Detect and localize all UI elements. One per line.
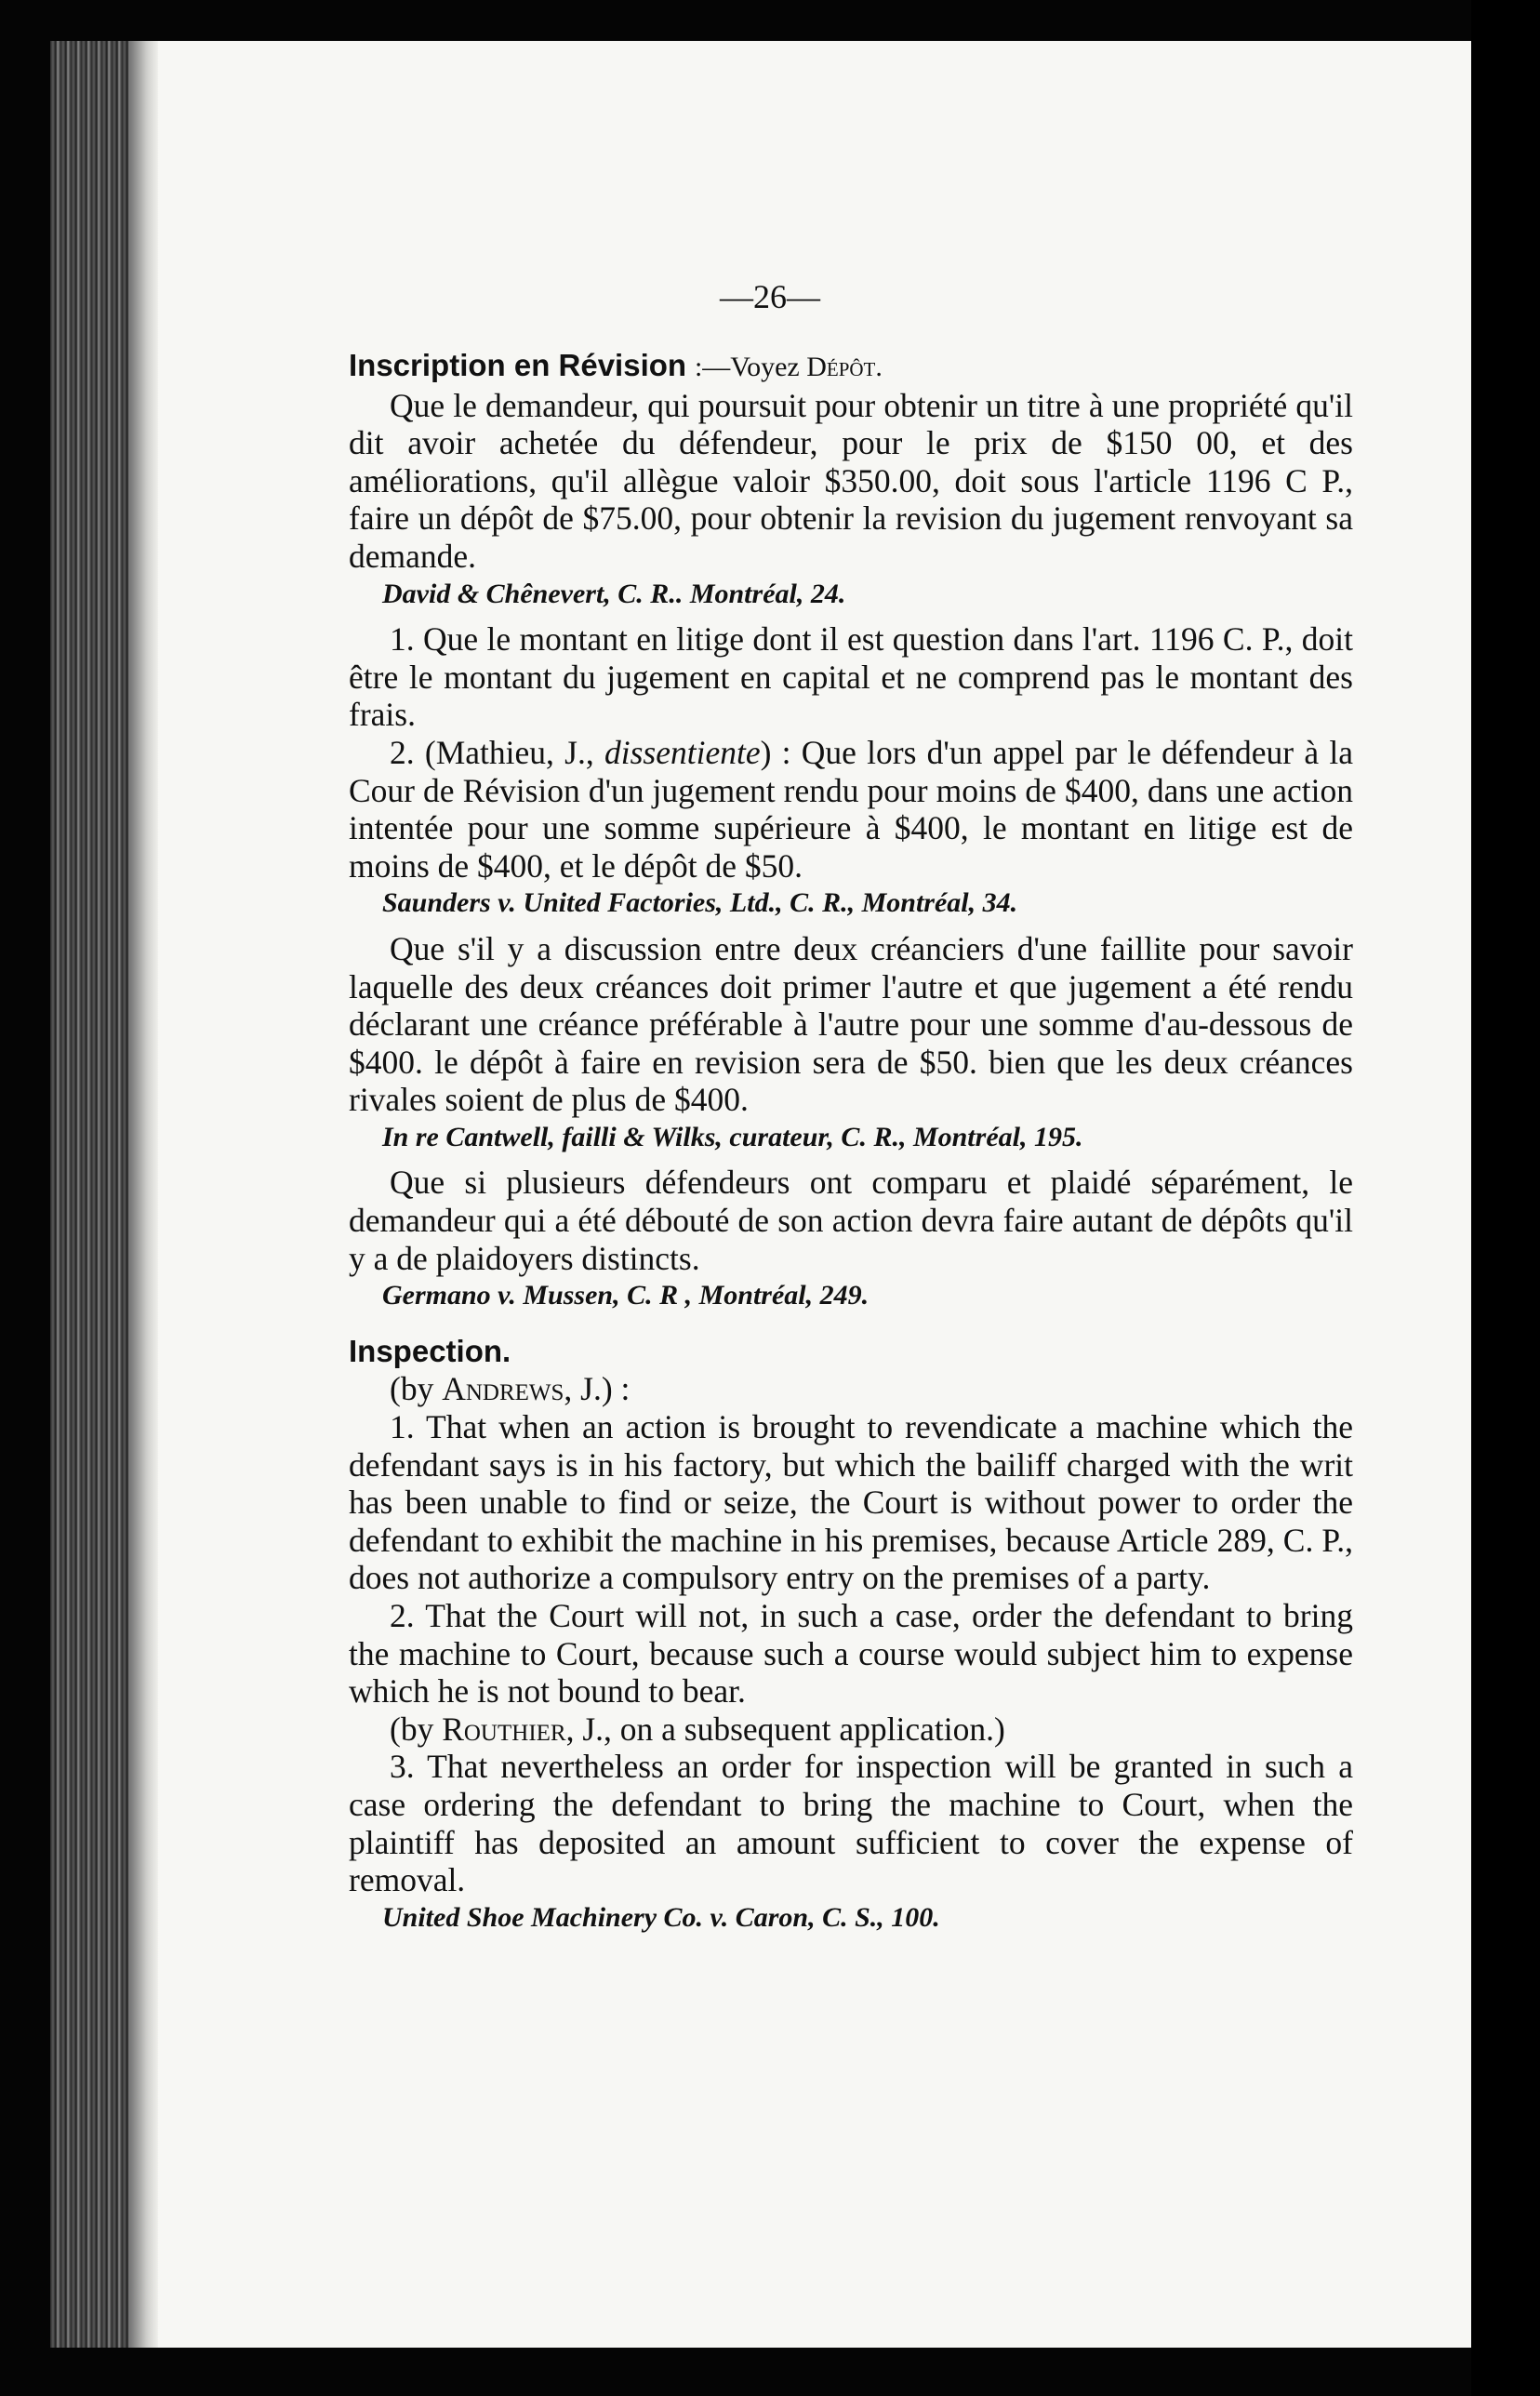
paragraph: Que le demandeur, qui poursuit pour obtenir un titre à une propriété qu'il dit avoir achetée du défendeur, pour le prix de $150 00, et des améliorations, qu'il allègue valoir $350.00, doit sous l'article 1196 C P., faire un dépôt de $75.00, pour obtenir la revision du jugement renvoyant sa demande. [349, 386, 1353, 575]
case-citation: Germano v. Mussen, C. R , Montréal, 249. [382, 1280, 870, 1311]
judge-note: (by Andrews, J.) : [390, 1370, 631, 1408]
binding-shadow [130, 41, 158, 2348]
page-content [349, 346, 1353, 1944]
paragraph: 2. That the Court will not, in such a case, order the defendant to bring the machine to Court, because such a course would subject him to expense which he is not bound to bear. [349, 1597, 1353, 1710]
paragraph: 1. That when an action is brought to revendicate a machine which the defendant says is in his factory, but which the bailiff charged with the writ has been unable to find or seize, the Court is without power to order the defendant to exhibit the machine in his premises, because Article 289, C. P., does not authorize a compulsory entry on the premises of a party. [349, 1408, 1353, 1597]
case-citation: David & Chênevert, C. R.. Montréal, 24. [382, 578, 846, 609]
cross-reference: :—Voyez Dépôt. [694, 352, 883, 382]
judge-note: (by Routhier, J., on a subsequent application.) [390, 1710, 1005, 1748]
case-citation: United Shoe Machinery Co. v. Caron, C. S., 100. [382, 1901, 940, 1933]
paragraph: 1. Que le montant en litige dont il est question dans l'art. 1196 C. P., doit être le montant du jugement en capital et ne comprend pas le montant des frais. [349, 620, 1353, 734]
paragraph: Que si plusieurs défendeurs ont comparu et plaidé séparément, le demandeur qui a été débouté de son action devra faire autant de dépôts qu'il y a de plaidoyers distincts. [349, 1164, 1353, 1277]
case-citation: Saunders v. United Factories, Ltd., C. R., Montréal, 34. [382, 887, 1018, 919]
paragraph: 2. (Mathieu, J., dissentiente) : Que lors d'un appel par le défendeur à la Cour de Révision d'un jugement rendu pour moins de $400, dans une action intentée pour une somme supérieure à $400, le montant en litige est de moins de $400, et le dépôt de $50. [349, 733, 1353, 885]
section-heading: Inscription en Révision [349, 348, 687, 382]
paragraph: 3. That nevertheless an order for inspection will be granted in such a case ordering the defendant to bring the machine to Court, when the plaintiff has deposited an amount sufficient to cover the expense of removal. [349, 1748, 1353, 1899]
section-heading-line [349, 1332, 1353, 1371]
section-heading-line [349, 346, 1353, 387]
cross-reference-target: Dépôt. [806, 352, 883, 382]
page-number: —26— [720, 278, 820, 315]
paragraph: Que s'il y a discussion entre deux créanciers d'une faillite pour savoir laquelle des deux créances doit primer l'autre et que jugement a été rendu déclarant une créance préférable à l'autre pour une somme d'au-dessous de $400. le dépôt à faire en revision sera de $50. bien que les deux créances rivales soient de plus de $400. [349, 929, 1353, 1119]
section-heading: Inspection. [349, 1333, 511, 1368]
book-binding [50, 41, 130, 2348]
scan-border [1471, 0, 1540, 2396]
case-citation: In re Cantwell, failli & Wilks, curateur, C. R., Montréal, 195. [382, 1121, 1083, 1152]
